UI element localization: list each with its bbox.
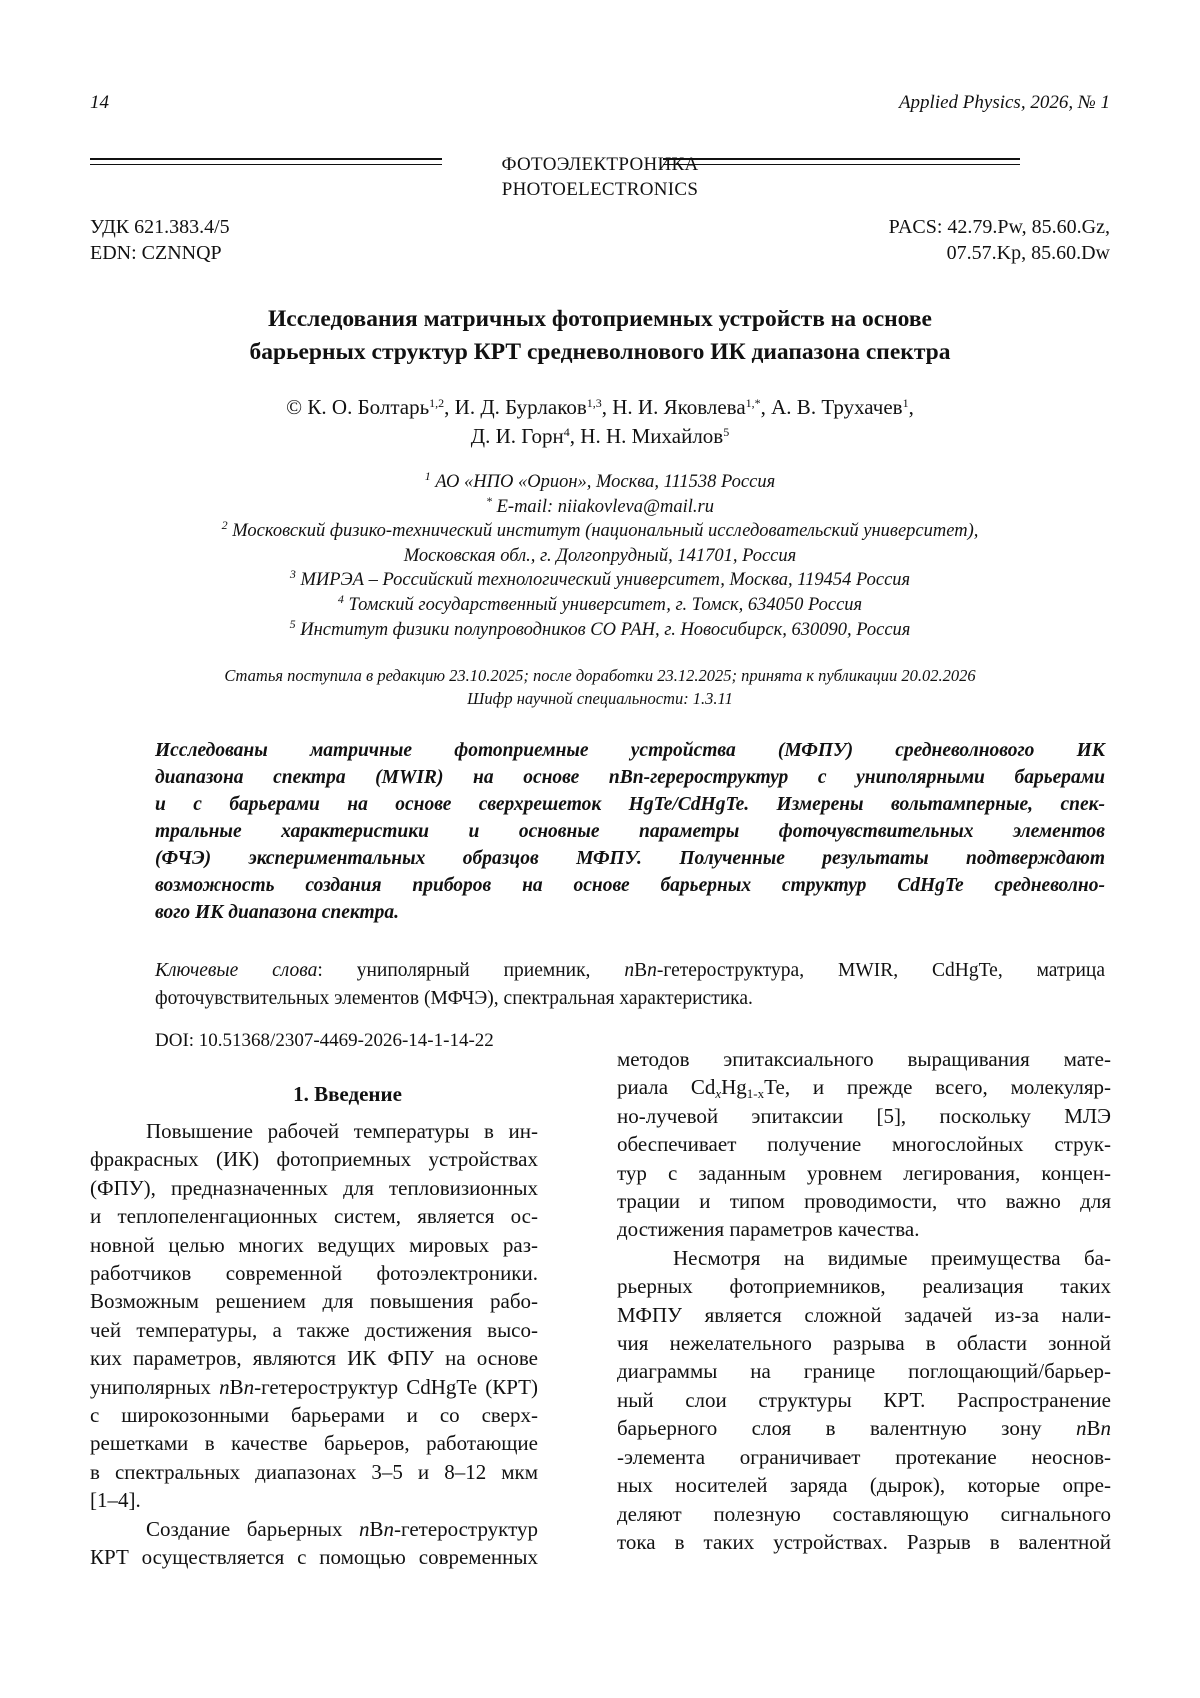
section-label-en: PHOTOELECTRONICS [501, 179, 699, 200]
author-name: Д. И. Горн [470, 424, 564, 448]
body-line: рьерных фотоприемников, реализация таких [617, 1274, 1111, 1299]
body-line: решетками в качестве барьеров, работающие [90, 1431, 538, 1456]
classification-left [90, 214, 230, 266]
body-line: Возможным решением для повышения рабо- [90, 1289, 538, 1314]
body-text: -гетероструктур [394, 1516, 538, 1541]
author-name: И. Д. Бурлаков [454, 395, 587, 419]
title-line1: Исследования матричных фотоприемных устройств на основе [268, 306, 932, 332]
article-dates [100, 664, 1100, 710]
body-line: в спектральных диапазонах 3–5 и 8–12 мкм [90, 1459, 538, 1484]
abstract-line: диапазона спектра (MWIR) на основе nBn-герероструктур с униполярными барьерами [155, 767, 1105, 788]
author-list: © К. О. Болтарь$^{1,2}$, И. Д. Бурлаков$^{1,3}$, Н. И. Яковлева$^{1,*}$, А. В. Трухачев$^1$, Д. И. Горн$^4$, Н. Н. Михайлов$^5$ [286, 395, 914, 448]
affiliation-text: Московская обл., г. Долгопрудный, 141701, Россия [403, 545, 797, 566]
author-affiliation-mark: 1,2 [429, 396, 445, 410]
author-affiliation-mark: 5 [723, 425, 730, 439]
body-line: (ФПУ), предназначенных для тепловизионных [90, 1175, 538, 1200]
affiliation-number: 1 [424, 469, 431, 483]
article-title [100, 303, 1100, 369]
body-line: методов эпитаксиального выращивания мате- [617, 1047, 1111, 1071]
author-affiliation-mark: 4 [563, 425, 570, 439]
body-line: тока в таких устройствах. Разрыв в валентной [617, 1529, 1111, 1554]
abstract-line: тральные характеристики и основные параметры фоточувствительных элементов [155, 821, 1105, 842]
body-line: обеспечивает получение многослойных струк- [617, 1132, 1111, 1157]
body-line: но-лучевой эпитаксии [5], поскольку МЛЭ [617, 1103, 1111, 1128]
abstract-line: вого ИК диапазона спектра. [155, 902, 400, 923]
body-line: КРТ осуществляется с помощью современных [90, 1545, 538, 1570]
body-line: Повышение рабочей температуры в ин- [146, 1119, 538, 1143]
subscript-1-x: 1-x [746, 1086, 765, 1102]
subscript-x: x [715, 1086, 722, 1102]
affiliations [100, 470, 1100, 642]
body-line: работчиков современной фотоэлектроники. [90, 1261, 538, 1286]
title-line2: барьерных структур КРТ средневолнового ИК диапазона спектра [249, 339, 951, 365]
italic-n: n [1075, 1416, 1087, 1441]
body-text: униполярных [90, 1374, 220, 1399]
affiliation-number: 2 [221, 518, 228, 533]
author-affiliation-mark: 1,* [745, 396, 761, 410]
abstract-line: возможность создания приборов на основе барьерных структур CdHgTe средневолно- [155, 875, 1105, 896]
keywords [155, 957, 1105, 1013]
body-line: тур с заданным уровнем легирования, концен- [617, 1160, 1111, 1185]
doi[interactable]: DOI: 10.51368/2307-4469-2026-14-1-14-22 [155, 1030, 494, 1051]
section-rule-left-bottom [90, 164, 442, 165]
specialty-code: Шифр научной специальности: 1.3.11 [467, 689, 733, 708]
author-name: К. О. Болтарь [307, 395, 430, 419]
body-line: диаграммы на границе поглощающий/барьер- [617, 1359, 1111, 1384]
body-line [90, 1373, 538, 1401]
affiliation-text: Институт физики полупроводников СО РАН, г. Новосибирск, 630090, Россия [300, 619, 911, 640]
body-column-left [90, 1117, 538, 1572]
received-dates: Статья поступила в редакцию 23.10.2025; после доработки 23.12.2025; принята к публикации 20.02.2026 [224, 666, 976, 685]
section-label [452, 152, 748, 202]
keywords-n: n [624, 960, 635, 981]
body-line [617, 1414, 1111, 1442]
body-line: достижения параметров качества. [617, 1217, 920, 1242]
journal-name: Applied Physics, 2026, № 1 [898, 92, 1110, 113]
body-column-right [617, 1045, 1111, 1556]
edn-code: EDN: CZNNQP [90, 242, 222, 264]
body-text: барьерного слоя в валентную зону [617, 1416, 1076, 1441]
email-mark: * [485, 493, 492, 508]
body-text: -гетероструктур CdHgTe (КРТ) [254, 1374, 538, 1399]
section-heading-introduction: 1. Введение [293, 1082, 402, 1106]
body-text: риала Cd [617, 1075, 716, 1100]
udk-code: УДК 621.383.4/5 [90, 216, 230, 238]
italic-n: n [359, 1516, 370, 1541]
section-label-ru: ФОТОЭЛЕКТРОНИКА [501, 154, 699, 175]
affiliation-number: 4 [337, 591, 344, 606]
affiliation-number: 5 [289, 616, 296, 631]
keywords-text: : униполярный приемник, [317, 960, 625, 981]
body-line: ных носителей заряда (дырок), которые опре- [617, 1473, 1111, 1498]
keywords-B: B [634, 960, 648, 981]
body-line: деляют полезную составляющую сигнального [617, 1501, 1111, 1526]
classification-right [889, 214, 1110, 266]
body-text: B [1086, 1416, 1101, 1441]
author-name: Н. Н. Михайлов [580, 424, 724, 448]
body-text: Создание барьерных [146, 1516, 359, 1541]
italic-n: n [219, 1374, 230, 1399]
body-text: Hg [721, 1075, 747, 1100]
keywords-line2: фоточувствительных элементов (МФЧЭ), спектральная характеристика. [155, 988, 753, 1009]
corresponding-email: E-mail: niiakovleva@mail.ru [496, 496, 714, 517]
body-line: с широкозонными барьерами и со сверх- [90, 1403, 538, 1428]
keywords-n: n [647, 960, 657, 981]
body-line [617, 1073, 1111, 1101]
italic-n: n [243, 1374, 255, 1399]
affiliation-text: МИРЭА – Российский технологический университет, Москва, 119454 Россия [300, 570, 911, 591]
affiliation-text: Московский физико-технический институт (национальный исследовательский университет), [232, 521, 979, 542]
author-affiliation-mark: 1 [902, 396, 909, 410]
affiliation-number: 3 [289, 567, 296, 582]
body-line: чия нежелательного разрыва в области зонной [617, 1331, 1111, 1356]
page-number: 14 [90, 92, 109, 113]
section-rule-left-top [90, 158, 442, 160]
body-line [90, 1515, 538, 1543]
abstract [155, 737, 1105, 926]
body-line: ный слои структуры КРТ. Распространение [617, 1387, 1111, 1412]
body-line: ких параметров, являются ИК ФПУ на основе [90, 1346, 538, 1371]
body-line: Несмотря на видимые преимущества ба- [673, 1245, 1111, 1270]
italic-n: n [383, 1516, 395, 1541]
author-name: Н. И. Яковлева [612, 395, 746, 419]
body-line: новной целью многих ведущих мировых раз- [90, 1232, 538, 1257]
pacs-line1: PACS: 42.79.Pw, 85.60.Gz, [888, 216, 1110, 238]
body-line: фракрасных (ИК) фотоприемных устройствах [90, 1147, 538, 1172]
body-line: и теплопеленгационных систем, является ос- [90, 1204, 538, 1229]
abstract-line: и с барьерами на основе сверхрешеток HgTe/CdHgTe. Измерены вольтамперные, спек- [155, 794, 1105, 815]
copyright-sign: © [286, 395, 303, 419]
abstract-line: Исследованы матричные фотоприемные устройства (МФПУ) средневолнового ИК [155, 740, 1105, 761]
body-line: -элемента ограничивает протекание неоснов- [617, 1444, 1111, 1469]
body-text: B [229, 1374, 244, 1399]
pacs-line2: 07.57.Kp, 85.60.Dw [946, 242, 1110, 264]
body-line: МФПУ является сложной задачей из-за нали- [617, 1302, 1111, 1327]
abstract-line: (ФЧЭ) экспериментальных образцов МФПУ. Полученные результаты подтверждают [155, 848, 1105, 869]
body-text: B [369, 1516, 384, 1541]
body-line: [1–4]. [90, 1488, 141, 1513]
body-line: чей температуры, а также достижения высо- [90, 1317, 538, 1342]
affiliation-text: Томский государственный университет, г. Томск, 634050 Россия [348, 594, 863, 615]
body-text: Te, и прежде всего, молекуляр- [764, 1075, 1111, 1100]
italic-n: n [1100, 1416, 1111, 1441]
author-affiliation-mark: 1,3 [586, 396, 602, 410]
body-line: трации и типом проводимости, что важно для [617, 1189, 1111, 1214]
affiliation-text: АО «НПО «Орион», Москва, 111538 Россия [435, 472, 776, 492]
keywords-label: Ключевые слова [155, 960, 318, 981]
author-name: А. В. Трухачев [771, 395, 903, 419]
keywords-text: -гетероструктура, MWIR, CdHgTe, матрица [656, 960, 1105, 981]
